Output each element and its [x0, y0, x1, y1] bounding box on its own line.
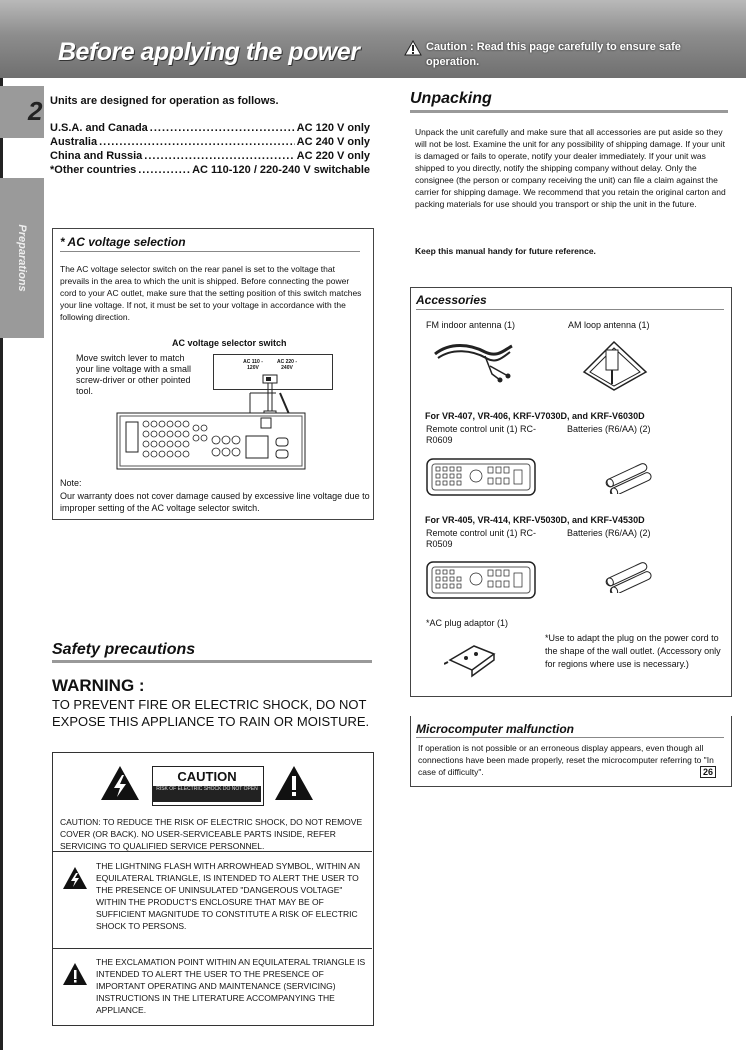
model-group-title: For VR-407, VR-406, KRF-V7030D, and KRF-V6030D	[425, 411, 645, 421]
microcomputer-title: Microcomputer malfunction	[416, 722, 575, 736]
voltage-warranty-note: Our warranty does not cover damage caused by excessive line voltage due to improper setting of the AC voltage selector switch.	[60, 491, 370, 513]
model-group-title: For VR-405, VR-414, KRF-V5030D, and KRF-V4530D	[425, 515, 645, 525]
remote-control-image	[426, 458, 538, 498]
warning-text: TO PREVENT FIRE OR ELECTRIC SHOCK, DO NOT EXPOSE THIS APPLIANCE TO RAIN OR MOISTURE.	[52, 697, 370, 729]
switch-label-left: AC 110 - 120V	[243, 359, 263, 371]
lightning-symbol-text: THE LIGHTNING FLASH WITH ARROWHEAD SYMBOL, WITHIN AN EQUILATERAL TRIANGLE, IS INTENDED TO ALERT THE USER TO THE PRESENCE OF UNINSULATED "DANGEROUS VOLTAGE" WITHIN THE PRODUCT'S ENCLOSURE THAT MAY BE OF SUFFICIENT MAGNITUDE TO CONSTITUTE A RISK OF ELECTRIC SHOCK TO PERSONS.	[96, 861, 360, 931]
safety-title: Safety precautions	[52, 641, 196, 658]
divider	[53, 851, 372, 852]
ac-plug-adaptor-image	[444, 638, 504, 678]
unit-row	[50, 122, 370, 134]
header-caution: Caution : Read this page carefully to ensure safe operation.	[426, 41, 681, 68]
unit-country: Australia	[50, 136, 98, 148]
unit-country: U.S.A. and Canada	[50, 122, 148, 134]
exclamation-symbol-text: THE EXCLAMATION POINT WITHIN AN EQUILATERAL TRIANGLE IS INTENDED TO ALERT THE USER TO THE PRESENCE OF IMPORTANT OPERATING AND MAINTENANCE (SERVICING) INSTRUCTIONS IN THE LITERATURE ACCOMPANYING THE APPLIANCE.	[96, 957, 366, 1015]
batteries-label: Batteries (R6/AA) (2)	[567, 528, 651, 538]
divider	[53, 948, 372, 949]
remote-control-label: Remote control unit (1) RC-R0609	[426, 424, 537, 445]
note-label: Note:	[60, 478, 82, 488]
batteries-label: Batteries (R6/AA) (2)	[567, 424, 651, 434]
unit-row	[50, 136, 370, 148]
unit-voltage: AC 220 V only	[296, 150, 370, 162]
remote-control-label: Remote control unit (1) RC-R0509	[426, 528, 537, 549]
unpacking-title: Unpacking	[410, 90, 492, 107]
unit-voltage: AC 110-120 / 220-240 V switchable	[192, 164, 370, 176]
section-tab-label: Preparations	[16, 224, 28, 292]
voltage-selection-title: * AC voltage selection	[60, 235, 186, 249]
caution-label: CAUTION	[177, 769, 237, 784]
am-loop-antenna-image	[578, 336, 652, 392]
divider	[410, 110, 728, 113]
voltage-switch-subtitle: AC voltage selector switch	[172, 338, 287, 348]
page-reference: 26	[700, 766, 716, 778]
page-number: 2	[28, 96, 43, 126]
fm-antenna-image	[430, 336, 520, 386]
divider	[52, 660, 372, 663]
unit-row	[50, 150, 370, 162]
page-title: Before applying the power	[58, 38, 360, 66]
unit-voltage: AC 240 V only	[296, 136, 370, 148]
remote-control-image	[426, 561, 538, 601]
unpacking-text: Unpack the unit carefully and make sure that all accessories are put aside so they will not be lost. Examine the unit for any possibility of shipping damage. If your unit is damaged or fails to operate, notify your dealer immediately. If your unit was shipped to you directly, notify the shipping company without delay. Only the consignee (the person or company receiving the unit) can file a claim against the carrier for shipping damage. We recommend that you retain the original carton and packing materials for use should you transport or ship the unit in the future.	[415, 127, 726, 209]
ac-plug-adaptor-label: *AC plug adaptor (1)	[426, 618, 509, 628]
divider	[416, 309, 724, 310]
am-antenna-label: AM loop antenna (1)	[568, 320, 650, 330]
ac-plug-adaptor-note: *Use to adapt the plug on the power cord to the shape of the wall outlet. (Accessory only for regions where use is necessary.)	[545, 633, 721, 669]
divider	[60, 251, 360, 252]
fm-antenna-label: FM indoor antenna (1)	[426, 320, 516, 330]
batteries-image	[600, 462, 660, 494]
voltage-selection-text: The AC voltage selector switch on the rear panel is set to the voltage that prevails in the area to which the unit is shipped. Before connecting the power cord to your AC outlet, make sure that the setting position of this switch matches your line voltage. If not, it must be set to your voltage in accordance with the following direction.	[60, 264, 362, 322]
lightning-triangle-icon	[62, 866, 88, 890]
units-title: Units are designed for operation as follows.	[50, 95, 279, 107]
caution-sub-label: RISK OF ELECTRIC SHOCK DO NOT OPEN	[153, 786, 261, 802]
accessories-title: Accessories	[416, 293, 487, 307]
receiver-rear-panel	[116, 412, 308, 472]
warning-title: WARNING :	[52, 676, 145, 695]
exclamation-triangle-icon	[62, 962, 88, 986]
batteries-image	[600, 561, 660, 593]
unit-country: China and Russia	[50, 150, 143, 162]
exclamation-triangle-icon	[274, 765, 314, 801]
caution-text: CAUTION: TO REDUCE THE RISK OF ELECTRIC SHOCK, DO NOT REMOVE COVER (OR BACK). NO USER-SERVICEABLE PARTS INSIDE, REFER SERVICING TO QUALIFIED SERVICE PERSONNEL.	[60, 817, 363, 851]
switch-label-right: AC 220 - 240V	[276, 359, 297, 371]
microcomputer-text: If operation is not possible or an erroneous display appears, even though all connections have been made properly, reset the microcomputer referring to "In case of difficulty".	[418, 743, 714, 777]
voltage-switch-instruction: Move switch lever to match your line voltage with a small screw-driver or other pointed tool.	[76, 353, 192, 396]
unit-row	[50, 164, 370, 176]
divider	[416, 737, 724, 738]
unit-country: *Other countries	[50, 164, 137, 176]
warning-triangle-icon	[404, 40, 422, 56]
lightning-triangle-icon	[100, 765, 140, 801]
unit-voltage: AC 120 V only	[296, 122, 370, 134]
keep-manual-note: Keep this manual handy for future reference.	[415, 246, 596, 256]
